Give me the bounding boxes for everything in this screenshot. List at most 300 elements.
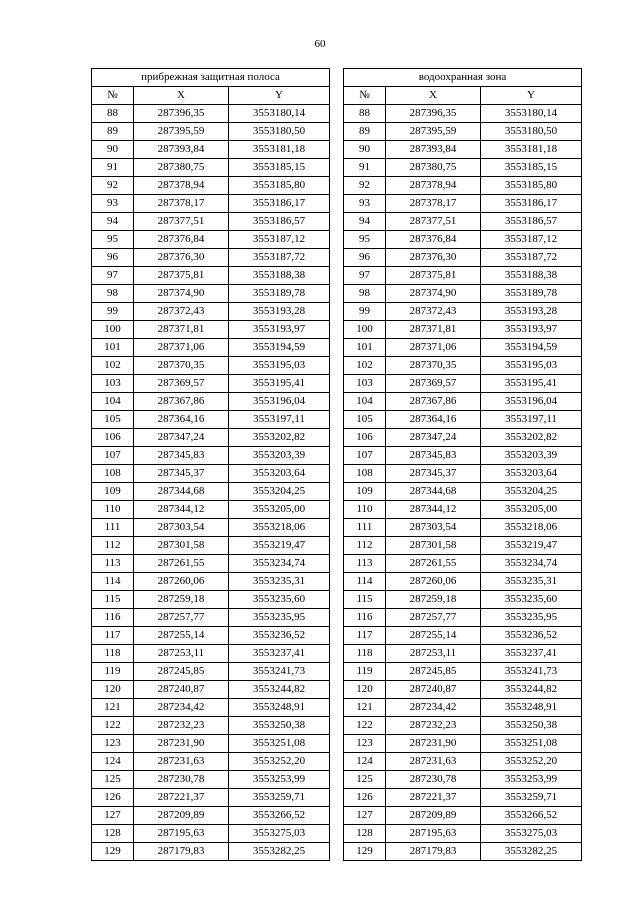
point-number-cell: 108	[92, 465, 134, 483]
table-row	[92, 267, 330, 285]
point-number-cell: 122	[344, 717, 386, 735]
point-number-cell: 91	[344, 159, 386, 177]
y-coordinate-cell: 3553259,71	[229, 789, 330, 807]
y-coordinate-cell: 3553186,17	[481, 195, 582, 213]
y-coordinate-cell: 3553275,03	[481, 825, 582, 843]
table-row	[344, 483, 582, 501]
water-protection-zone-table	[343, 68, 582, 861]
table-row	[92, 429, 330, 447]
x-coordinate-cell: 287259,18	[134, 591, 229, 609]
table-body	[92, 105, 330, 861]
table-row	[344, 645, 582, 663]
x-coordinate-cell: 287374,90	[134, 285, 229, 303]
x-coordinate-cell: 287231,63	[134, 753, 229, 771]
x-coordinate-cell: 287364,16	[134, 411, 229, 429]
point-number-cell: 119	[344, 663, 386, 681]
table-row	[344, 303, 582, 321]
point-number-cell: 111	[344, 519, 386, 537]
y-coordinate-cell: 3553181,18	[481, 141, 582, 159]
point-number-cell: 106	[344, 429, 386, 447]
table-row	[344, 735, 582, 753]
point-number-cell: 103	[344, 375, 386, 393]
table-row	[344, 627, 582, 645]
table-row	[344, 591, 582, 609]
table-row	[92, 843, 330, 861]
x-coordinate-cell: 287257,77	[386, 609, 481, 627]
x-coordinate-cell: 287261,55	[134, 555, 229, 573]
point-number-cell: 110	[344, 501, 386, 519]
table-row	[92, 123, 330, 141]
table-row	[92, 519, 330, 537]
y-coordinate-cell: 3553202,82	[481, 429, 582, 447]
y-coordinate-cell: 3553282,25	[229, 843, 330, 861]
x-coordinate-cell: 287376,30	[386, 249, 481, 267]
x-coordinate-cell: 287372,43	[386, 303, 481, 321]
point-number-cell: 99	[344, 303, 386, 321]
y-coordinate-cell: 3553251,08	[481, 735, 582, 753]
y-coordinate-cell: 3553194,59	[481, 339, 582, 357]
y-coordinate-cell: 3553185,80	[481, 177, 582, 195]
x-coordinate-cell: 287370,35	[386, 357, 481, 375]
y-coordinate-cell: 3553244,82	[229, 681, 330, 699]
x-coordinate-cell: 287396,35	[386, 105, 481, 123]
y-coordinate-cell: 3553275,03	[229, 825, 330, 843]
y-coordinate-cell: 3553180,50	[229, 123, 330, 141]
column-header-number: №	[92, 87, 134, 105]
point-number-cell: 113	[92, 555, 134, 573]
y-coordinate-cell: 3553180,50	[481, 123, 582, 141]
point-number-cell: 95	[344, 231, 386, 249]
table-row	[344, 519, 582, 537]
y-coordinate-cell: 3553203,64	[481, 465, 582, 483]
point-number-cell: 114	[92, 573, 134, 591]
y-coordinate-cell: 3553194,59	[229, 339, 330, 357]
column-header-y: Y	[481, 87, 582, 105]
y-coordinate-cell: 3553187,72	[481, 249, 582, 267]
point-number-cell: 110	[92, 501, 134, 519]
x-coordinate-cell: 287234,42	[134, 699, 229, 717]
point-number-cell: 125	[344, 771, 386, 789]
point-number-cell: 124	[92, 753, 134, 771]
point-number-cell: 127	[92, 807, 134, 825]
y-coordinate-cell: 3553236,52	[481, 627, 582, 645]
y-coordinate-cell: 3553186,17	[229, 195, 330, 213]
x-coordinate-cell: 287232,23	[386, 717, 481, 735]
point-number-cell: 95	[92, 231, 134, 249]
y-coordinate-cell: 3553180,14	[481, 105, 582, 123]
x-coordinate-cell: 287375,81	[134, 267, 229, 285]
x-coordinate-cell: 287377,51	[134, 213, 229, 231]
table-row	[92, 249, 330, 267]
point-number-cell: 101	[92, 339, 134, 357]
y-coordinate-cell: 3553252,20	[481, 753, 582, 771]
y-coordinate-cell: 3553187,12	[229, 231, 330, 249]
table-row	[344, 411, 582, 429]
table-row	[344, 375, 582, 393]
point-number-cell: 90	[92, 141, 134, 159]
table-row	[344, 285, 582, 303]
table-row	[92, 537, 330, 555]
y-coordinate-cell: 3553204,25	[229, 483, 330, 501]
x-coordinate-cell: 287370,35	[134, 357, 229, 375]
point-number-cell: 112	[92, 537, 134, 555]
table-row	[344, 393, 582, 411]
x-coordinate-cell: 287364,16	[386, 411, 481, 429]
point-number-cell: 93	[344, 195, 386, 213]
table-row	[344, 213, 582, 231]
x-coordinate-cell: 287345,83	[134, 447, 229, 465]
y-coordinate-cell: 3553244,82	[481, 681, 582, 699]
point-number-cell: 120	[92, 681, 134, 699]
table-row	[92, 609, 330, 627]
table-row	[92, 231, 330, 249]
x-coordinate-cell: 287375,81	[386, 267, 481, 285]
point-number-cell: 88	[344, 105, 386, 123]
x-coordinate-cell: 287221,37	[386, 789, 481, 807]
point-number-cell: 115	[344, 591, 386, 609]
point-number-cell: 109	[344, 483, 386, 501]
y-coordinate-cell: 3553193,97	[481, 321, 582, 339]
y-coordinate-cell: 3553235,95	[481, 609, 582, 627]
x-coordinate-cell: 287303,54	[386, 519, 481, 537]
point-number-cell: 97	[344, 267, 386, 285]
point-number-cell: 125	[92, 771, 134, 789]
y-coordinate-cell: 3553188,38	[481, 267, 582, 285]
x-coordinate-cell: 287378,94	[134, 177, 229, 195]
y-coordinate-cell: 3553195,03	[481, 357, 582, 375]
point-number-cell: 108	[344, 465, 386, 483]
point-number-cell: 105	[344, 411, 386, 429]
y-coordinate-cell: 3553266,52	[229, 807, 330, 825]
point-number-cell: 96	[92, 249, 134, 267]
x-coordinate-cell: 287380,75	[134, 159, 229, 177]
point-number-cell: 128	[92, 825, 134, 843]
x-coordinate-cell: 287344,12	[134, 501, 229, 519]
y-coordinate-cell: 3553203,39	[481, 447, 582, 465]
point-number-cell: 117	[344, 627, 386, 645]
y-coordinate-cell: 3553196,04	[481, 393, 582, 411]
table-row	[344, 771, 582, 789]
y-coordinate-cell: 3553250,38	[229, 717, 330, 735]
x-coordinate-cell: 287234,42	[386, 699, 481, 717]
y-coordinate-cell: 3553253,99	[481, 771, 582, 789]
table-row	[92, 789, 330, 807]
x-coordinate-cell: 287369,57	[134, 375, 229, 393]
x-coordinate-cell: 287245,85	[134, 663, 229, 681]
y-coordinate-cell: 3553235,60	[229, 591, 330, 609]
table-row	[92, 771, 330, 789]
y-coordinate-cell: 3553203,39	[229, 447, 330, 465]
point-number-cell: 97	[92, 267, 134, 285]
table-row	[344, 447, 582, 465]
point-number-cell: 89	[344, 123, 386, 141]
point-number-cell: 112	[344, 537, 386, 555]
point-number-cell: 120	[344, 681, 386, 699]
table-row	[92, 699, 330, 717]
y-coordinate-cell: 3553197,11	[481, 411, 582, 429]
y-coordinate-cell: 3553187,72	[229, 249, 330, 267]
point-number-cell: 100	[92, 321, 134, 339]
point-number-cell: 101	[344, 339, 386, 357]
point-number-cell: 106	[92, 429, 134, 447]
table-row	[92, 141, 330, 159]
point-number-cell: 96	[344, 249, 386, 267]
table-row	[344, 249, 582, 267]
table-row	[344, 429, 582, 447]
table-row	[92, 501, 330, 519]
point-number-cell: 93	[92, 195, 134, 213]
x-coordinate-cell: 287395,59	[386, 123, 481, 141]
table-row	[92, 465, 330, 483]
point-number-cell: 88	[92, 105, 134, 123]
x-coordinate-cell: 287369,57	[386, 375, 481, 393]
table-row	[92, 753, 330, 771]
x-coordinate-cell: 287231,63	[386, 753, 481, 771]
point-number-cell: 129	[92, 843, 134, 861]
y-coordinate-cell: 3553180,14	[229, 105, 330, 123]
x-coordinate-cell: 287374,90	[386, 285, 481, 303]
table-row	[92, 105, 330, 123]
x-coordinate-cell: 287395,59	[134, 123, 229, 141]
y-coordinate-cell: 3553185,15	[229, 159, 330, 177]
y-coordinate-cell: 3553188,38	[229, 267, 330, 285]
x-coordinate-cell: 287380,75	[386, 159, 481, 177]
table-row	[92, 375, 330, 393]
y-coordinate-cell: 3553202,82	[229, 429, 330, 447]
point-number-cell: 124	[344, 753, 386, 771]
y-coordinate-cell: 3553248,91	[229, 699, 330, 717]
table-row	[344, 357, 582, 375]
table-row	[92, 645, 330, 663]
x-coordinate-cell: 287179,83	[386, 843, 481, 861]
table-row	[92, 339, 330, 357]
y-coordinate-cell: 3553248,91	[481, 699, 582, 717]
point-number-cell: 126	[92, 789, 134, 807]
table-row	[92, 285, 330, 303]
x-coordinate-cell: 287345,37	[134, 465, 229, 483]
table-row	[92, 393, 330, 411]
y-coordinate-cell: 3553259,71	[481, 789, 582, 807]
x-coordinate-cell: 287371,81	[134, 321, 229, 339]
table-row	[344, 753, 582, 771]
y-coordinate-cell: 3553235,31	[229, 573, 330, 591]
column-header-x: X	[134, 87, 229, 105]
x-coordinate-cell: 287253,11	[134, 645, 229, 663]
point-number-cell: 98	[344, 285, 386, 303]
point-number-cell: 94	[92, 213, 134, 231]
y-coordinate-cell: 3553266,52	[481, 807, 582, 825]
point-number-cell: 89	[92, 123, 134, 141]
y-coordinate-cell: 3553234,74	[481, 555, 582, 573]
x-coordinate-cell: 287245,85	[386, 663, 481, 681]
x-coordinate-cell: 287261,55	[386, 555, 481, 573]
point-number-cell: 119	[92, 663, 134, 681]
x-coordinate-cell: 287209,89	[134, 807, 229, 825]
point-number-cell: 126	[344, 789, 386, 807]
table-row	[344, 573, 582, 591]
y-coordinate-cell: 3553251,08	[229, 735, 330, 753]
x-coordinate-cell: 287396,35	[134, 105, 229, 123]
point-number-cell: 107	[344, 447, 386, 465]
point-number-cell: 102	[92, 357, 134, 375]
x-coordinate-cell: 287301,58	[386, 537, 481, 555]
page-number: 60	[314, 38, 326, 50]
x-coordinate-cell: 287371,81	[386, 321, 481, 339]
y-coordinate-cell: 3553181,18	[229, 141, 330, 159]
table-row	[92, 681, 330, 699]
point-number-cell: 118	[92, 645, 134, 663]
x-coordinate-cell: 287347,24	[134, 429, 229, 447]
table-row	[92, 483, 330, 501]
point-number-cell: 100	[344, 321, 386, 339]
table-row	[344, 159, 582, 177]
table-body	[344, 105, 582, 861]
y-coordinate-cell: 3553237,41	[481, 645, 582, 663]
table-row	[344, 609, 582, 627]
point-number-cell: 128	[344, 825, 386, 843]
y-coordinate-cell: 3553197,11	[229, 411, 330, 429]
table-row	[344, 177, 582, 195]
point-number-cell: 123	[344, 735, 386, 753]
x-coordinate-cell: 287231,90	[134, 735, 229, 753]
table-row	[92, 411, 330, 429]
table-row	[92, 663, 330, 681]
y-coordinate-cell: 3553241,73	[481, 663, 582, 681]
table-row	[344, 267, 582, 285]
point-number-cell: 121	[92, 699, 134, 717]
x-coordinate-cell: 287240,87	[134, 681, 229, 699]
x-coordinate-cell: 287301,58	[134, 537, 229, 555]
point-number-cell: 116	[344, 609, 386, 627]
y-coordinate-cell: 3553205,00	[481, 501, 582, 519]
x-coordinate-cell: 287376,84	[386, 231, 481, 249]
x-coordinate-cell: 287259,18	[386, 591, 481, 609]
point-number-cell: 111	[92, 519, 134, 537]
table-row	[92, 627, 330, 645]
x-coordinate-cell: 287371,06	[134, 339, 229, 357]
point-number-cell: 103	[92, 375, 134, 393]
y-coordinate-cell: 3553185,80	[229, 177, 330, 195]
y-coordinate-cell: 3553282,25	[481, 843, 582, 861]
x-coordinate-cell: 287377,51	[386, 213, 481, 231]
x-coordinate-cell: 287393,84	[134, 141, 229, 159]
table-row	[92, 303, 330, 321]
column-header-y: Y	[229, 87, 330, 105]
point-number-cell: 121	[344, 699, 386, 717]
x-coordinate-cell: 287179,83	[134, 843, 229, 861]
table-row	[344, 321, 582, 339]
table-row	[92, 159, 330, 177]
table-row	[344, 339, 582, 357]
point-number-cell: 105	[92, 411, 134, 429]
point-number-cell: 114	[344, 573, 386, 591]
table-row	[344, 663, 582, 681]
point-number-cell: 91	[92, 159, 134, 177]
y-coordinate-cell: 3553218,06	[229, 519, 330, 537]
x-coordinate-cell: 287378,17	[386, 195, 481, 213]
x-coordinate-cell: 287230,78	[386, 771, 481, 789]
x-coordinate-cell: 287376,84	[134, 231, 229, 249]
y-coordinate-cell: 3553241,73	[229, 663, 330, 681]
x-coordinate-cell: 287257,77	[134, 609, 229, 627]
x-coordinate-cell: 287221,37	[134, 789, 229, 807]
point-number-cell: 94	[344, 213, 386, 231]
table-row	[92, 447, 330, 465]
column-header-x: X	[386, 87, 481, 105]
x-coordinate-cell: 287344,12	[386, 501, 481, 519]
table-row	[92, 735, 330, 753]
x-coordinate-cell: 287232,23	[134, 717, 229, 735]
y-coordinate-cell: 3553193,97	[229, 321, 330, 339]
x-coordinate-cell: 287255,14	[134, 627, 229, 645]
point-number-cell: 117	[92, 627, 134, 645]
y-coordinate-cell: 3553235,31	[481, 573, 582, 591]
x-coordinate-cell: 287371,06	[386, 339, 481, 357]
y-coordinate-cell: 3553219,47	[229, 537, 330, 555]
x-coordinate-cell: 287367,86	[134, 393, 229, 411]
y-coordinate-cell: 3553237,41	[229, 645, 330, 663]
y-coordinate-cell: 3553186,57	[229, 213, 330, 231]
table-row	[344, 555, 582, 573]
table-row	[344, 825, 582, 843]
point-number-cell: 109	[92, 483, 134, 501]
y-coordinate-cell: 3553252,20	[229, 753, 330, 771]
y-coordinate-cell: 3553185,15	[481, 159, 582, 177]
x-coordinate-cell: 287209,89	[386, 807, 481, 825]
table-row	[344, 807, 582, 825]
x-coordinate-cell: 287231,90	[386, 735, 481, 753]
table-row	[92, 321, 330, 339]
y-coordinate-cell: 3553193,28	[481, 303, 582, 321]
point-number-cell: 104	[92, 393, 134, 411]
point-number-cell: 107	[92, 447, 134, 465]
point-number-cell: 99	[92, 303, 134, 321]
x-coordinate-cell: 287378,94	[386, 177, 481, 195]
table-row	[92, 591, 330, 609]
table-row	[344, 501, 582, 519]
table-row	[92, 357, 330, 375]
table-row	[344, 789, 582, 807]
table-row	[344, 195, 582, 213]
table-row	[92, 825, 330, 843]
table-row	[344, 141, 582, 159]
table-row	[92, 717, 330, 735]
y-coordinate-cell: 3553204,25	[481, 483, 582, 501]
table-row	[92, 555, 330, 573]
point-number-cell: 92	[344, 177, 386, 195]
x-coordinate-cell: 287195,63	[134, 825, 229, 843]
x-coordinate-cell: 287195,63	[386, 825, 481, 843]
y-coordinate-cell: 3553236,52	[229, 627, 330, 645]
x-coordinate-cell: 287344,68	[386, 483, 481, 501]
y-coordinate-cell: 3553219,47	[481, 537, 582, 555]
x-coordinate-cell: 287367,86	[386, 393, 481, 411]
y-coordinate-cell: 3553195,03	[229, 357, 330, 375]
table-row	[344, 231, 582, 249]
y-coordinate-cell: 3553235,95	[229, 609, 330, 627]
y-coordinate-cell: 3553196,04	[229, 393, 330, 411]
table-row	[344, 681, 582, 699]
y-coordinate-cell: 3553186,57	[481, 213, 582, 231]
table-row	[92, 213, 330, 231]
x-coordinate-cell: 287260,06	[134, 573, 229, 591]
point-number-cell: 123	[92, 735, 134, 753]
y-coordinate-cell: 3553195,41	[229, 375, 330, 393]
point-number-cell: 116	[92, 609, 134, 627]
y-coordinate-cell: 3553218,06	[481, 519, 582, 537]
table-title: водоохранная зона	[344, 69, 582, 87]
point-number-cell: 90	[344, 141, 386, 159]
